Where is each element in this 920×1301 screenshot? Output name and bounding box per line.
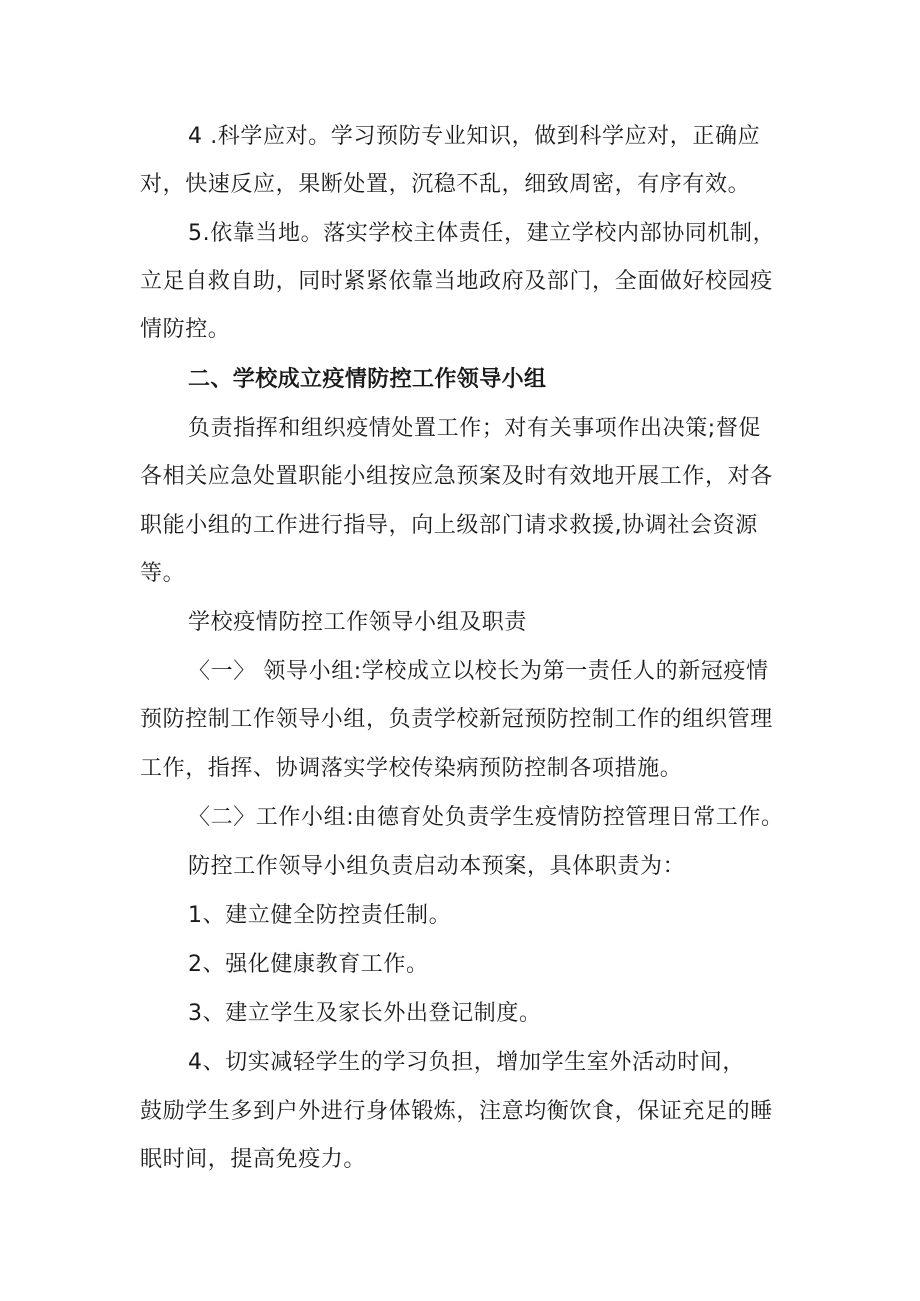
section2-para1-line-1: 负责指挥和组织疫情处置工作；对有关事项作出决策;督促 — [188, 416, 762, 441]
item4-line-2: 对，快速反应，果断处置，沉稳不乱，细致周密，有序有效。 — [140, 172, 751, 197]
section2-para1-line-4: 等。 — [140, 561, 186, 586]
section2-para1-line-3: 职能小组的工作进行指导，向上级部门请求救援,协调社会资源 — [140, 513, 758, 538]
item5-line-3: 情防控。 — [140, 317, 231, 342]
section2-heading: 二、学校成立疫情防控工作领导小组 — [188, 367, 547, 392]
duty-item-2: 2、强化健康教育工作。 — [188, 952, 429, 977]
group1-line-1: 〈一〉 领导小组:学校成立以校长为第一责任人的新冠疫情 — [188, 659, 769, 684]
duty-item-3: 3、建立学生及家长外出登记制度。 — [188, 1001, 542, 1026]
leadership-group-subtitle: 学校疫情防控工作领导小组及职责 — [188, 610, 528, 635]
section2-para1-line-2: 各相关应急处置职能小组按应急预案及时有效地开展工作，对各 — [140, 464, 773, 489]
duty-item-4-line-1: 4、切实减轻学生的学习负担，增加学生室外活动时间， — [188, 1050, 745, 1075]
item5-line-2: 立足自救自助，同时紧紧依靠当地政府及部门，全面做好校园疫 — [140, 269, 773, 294]
item4-line-1: 4 .科学应对。学习预防专业知识，做到科学应对，正确应 — [188, 124, 761, 149]
duty-item-1: 1、建立健全防控责任制。 — [188, 903, 452, 928]
duties-intro: 防控工作领导小组负责启动本预案，具体职责为： — [188, 854, 686, 879]
item5-line-1: 5.依靠当地。落实学校主体责任，建立学校内部协同机制， — [188, 221, 776, 246]
duty-item-4-line-2: 鼓励学生多到户外进行身体锻炼，注意均衡饮食，保证充足的睡 — [140, 1099, 773, 1124]
group2-line: 〈二〉工作小组:由德育处负责学生疫情防控管理日常工作。 — [188, 805, 784, 830]
group1-line-3: 工作，指挥、协调落实学校传染病预防控制各项措施。 — [140, 756, 683, 781]
duty-item-4-line-3: 眠时间，提高免疫力。 — [140, 1147, 367, 1172]
group1-line-2: 预防控制工作领导小组，负责学校新冠预防控制工作的组织管理 — [140, 707, 773, 732]
